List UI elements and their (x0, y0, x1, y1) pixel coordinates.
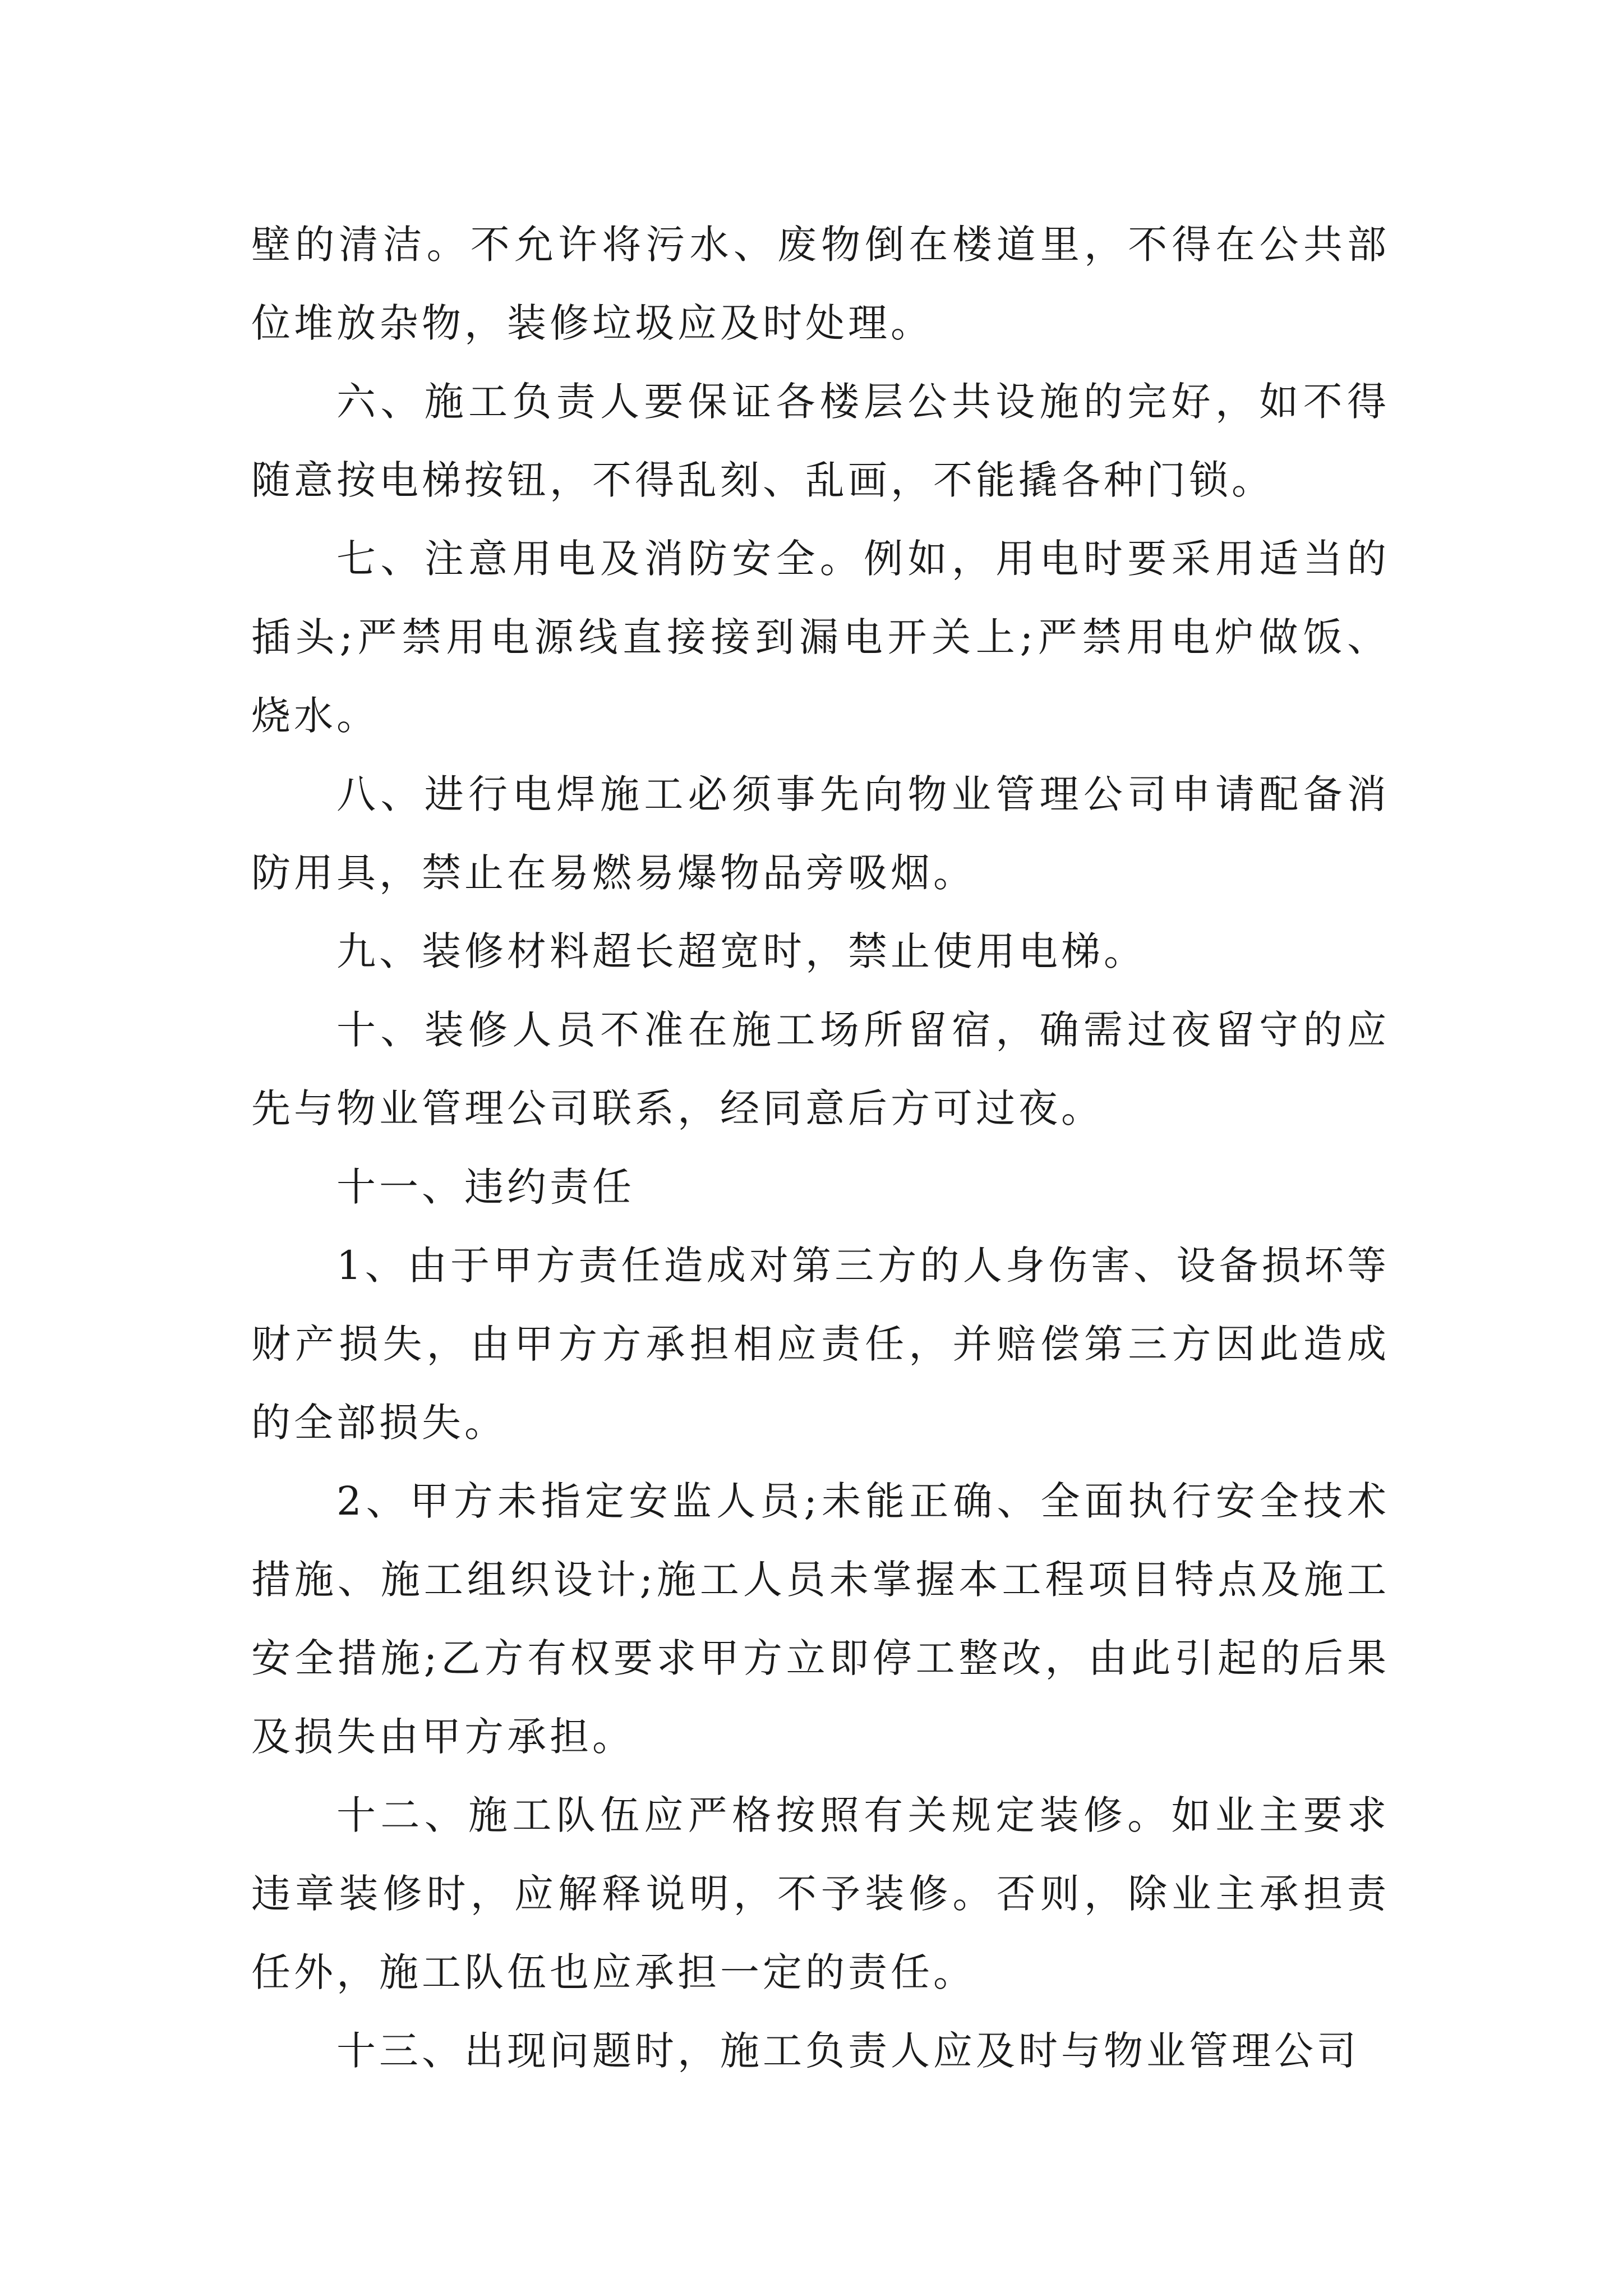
paragraph-item-10: 十、装修人员不准在施工场所留宿，确需过夜留守的应先与物业管理公司联系，经同意后方可过夜。 (251, 1007, 1390, 1131)
paragraph-item-11-2: 2、甲方未指定安监人员;未能正确、全面执行安全技术措施、施工组织设计;施工人员未掌握本工程项目特点及施工安全措施;乙方有权要求甲方立即停工整改，由此引起的后果及损失由甲方承担。 (251, 1478, 1390, 1760)
paragraph-item-11-1: 1、由于甲方责任造成对第三方的人身伤害、设备损坏等财产损失，由甲方方承担相应责任，并赔偿第三方因此造成的全部损失。 (251, 1243, 1390, 1446)
paragraph-item-7: 七、注意用电及消防安全。例如，用电时要采用适当的插头;严禁用电源线直接接到漏电开关上;严禁用电炉做饭、烧水。 (251, 536, 1390, 739)
paragraph-item-13: 十三、出现问题时，施工负责人应及时与物业管理公司 (336, 2028, 1359, 2074)
paragraph-item-12: 十二、施工队伍应严格按照有关规定装修。如业主要求违章装修时，应解释说明，不予装修。否则，除业主承担责任外，施工队伍也应承担一定的责任。 (251, 1792, 1390, 1995)
paragraph-item-8: 八、进行电焊施工必须事先向物业管理公司申请配备消防用具，禁止在易燃易爆物品旁吸烟。 (251, 771, 1390, 896)
document-body (251, 205, 1390, 2090)
paragraph-item-6: 六、施工负责人要保证各楼层公共设施的完好，如不得随意按电梯按钮，不得乱刻、乱画，不能撬各种门锁。 (251, 379, 1390, 503)
paragraph-item-9: 九、装修材料超长超宽时，禁止使用电梯。 (336, 928, 1146, 974)
paragraph-item-11-heading: 十一、违约责任 (336, 1164, 635, 1210)
paragraph-continuation: 壁的清洁。不允许将污水、废物倒在楼道里，不得在公共部位堆放杂物，装修垃圾应及时处理。 (251, 222, 1390, 346)
